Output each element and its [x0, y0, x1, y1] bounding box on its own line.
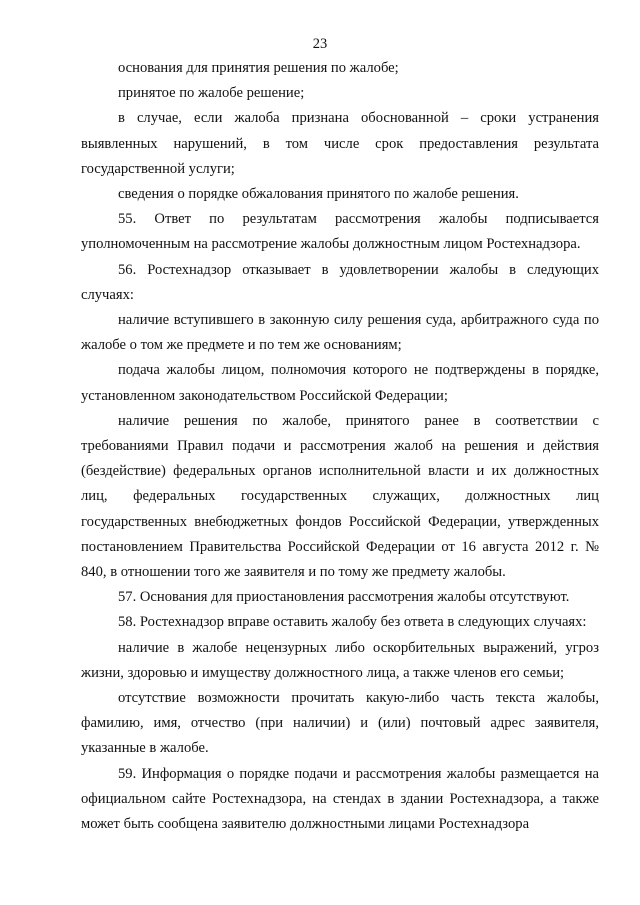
- paragraph-offensive-language: наличие в жалобе нецензурных либо оскорбительных выражений, угроз жизни, здоровью и имуществу должностного лица, а также членов его семьи;: [81, 639, 599, 681]
- paragraph-item-58: 58. Ростехнадзор вправе оставить жалобу без ответа в следующих случаях:: [118, 614, 587, 631]
- paragraph-item-59: 59. Информация о порядке подачи и рассмотрения жалобы размещается на официальном сайте Ростехнадзора, на стендах в здании Ростехнадзора, а также может быть сообщена заявителю должностными лицами Ростехнадзора: [81, 765, 599, 833]
- paragraph-unauthorized-person: подача жалобы лицом, полномочия которого не подтверждены в порядке, установленном законодательством Российской Федерации;: [81, 362, 599, 404]
- paragraph-prior-decision: наличие решения по жалобе, принятого ранее в соответствии с требованиями Правил подачи и рассмотрения жалоб на решения и действия (бездействие) федеральных органов исполнительной власти и их должностных лиц, федеральных государственных служащих, должностных лиц государственных внебюджетных фондов Российской Федерации, утвержденных постановлением Правительства Российской Федерации от 16 августа 2012 г. № 840, в отношении того же заявителя и по тому же предмету жалобы.: [81, 412, 599, 581]
- paragraph-decision: принятое по жалобе решение;: [118, 85, 305, 102]
- paragraph-unreadable-text: отсутствие возможности прочитать какую-либо часть текста жалобы, фамилию, имя, отчество (при наличии) и (или) почтовый адрес заявителя, указанные в жалобе.: [81, 690, 599, 757]
- paragraph-appeal-info: сведения о порядке обжалования принятого по жалобе решения.: [118, 186, 519, 203]
- paragraph-grounds: основания для принятия решения по жалобе;: [118, 60, 399, 76]
- paragraph-item-56: 56. Ростехнадзор отказывает в удовлетворении жалобы в следующих случаях:: [81, 261, 599, 303]
- paragraph-court-decision: наличие вступившего в законную силу решения суда, арбитражного суда по жалобе о том же предмете и по тем же основаниям;: [81, 312, 599, 354]
- page-number: 23: [312, 36, 328, 52]
- document-body: [81, 56, 599, 837]
- paragraph-item-57: 57. Основания для приостановления рассмотрения жалобы отсутствуют.: [118, 589, 570, 606]
- paragraph-justified-complaint: в случае, если жалоба признана обоснованной – сроки устранения выявленных нарушений, в том числе срок предоставления результата государственной услуги;: [81, 110, 599, 177]
- paragraph-item-55: 55. Ответ по результатам рассмотрения жалобы подписывается уполномоченным на рассмотрение жалобы должностным лицом Ростехнадзора.: [81, 211, 599, 253]
